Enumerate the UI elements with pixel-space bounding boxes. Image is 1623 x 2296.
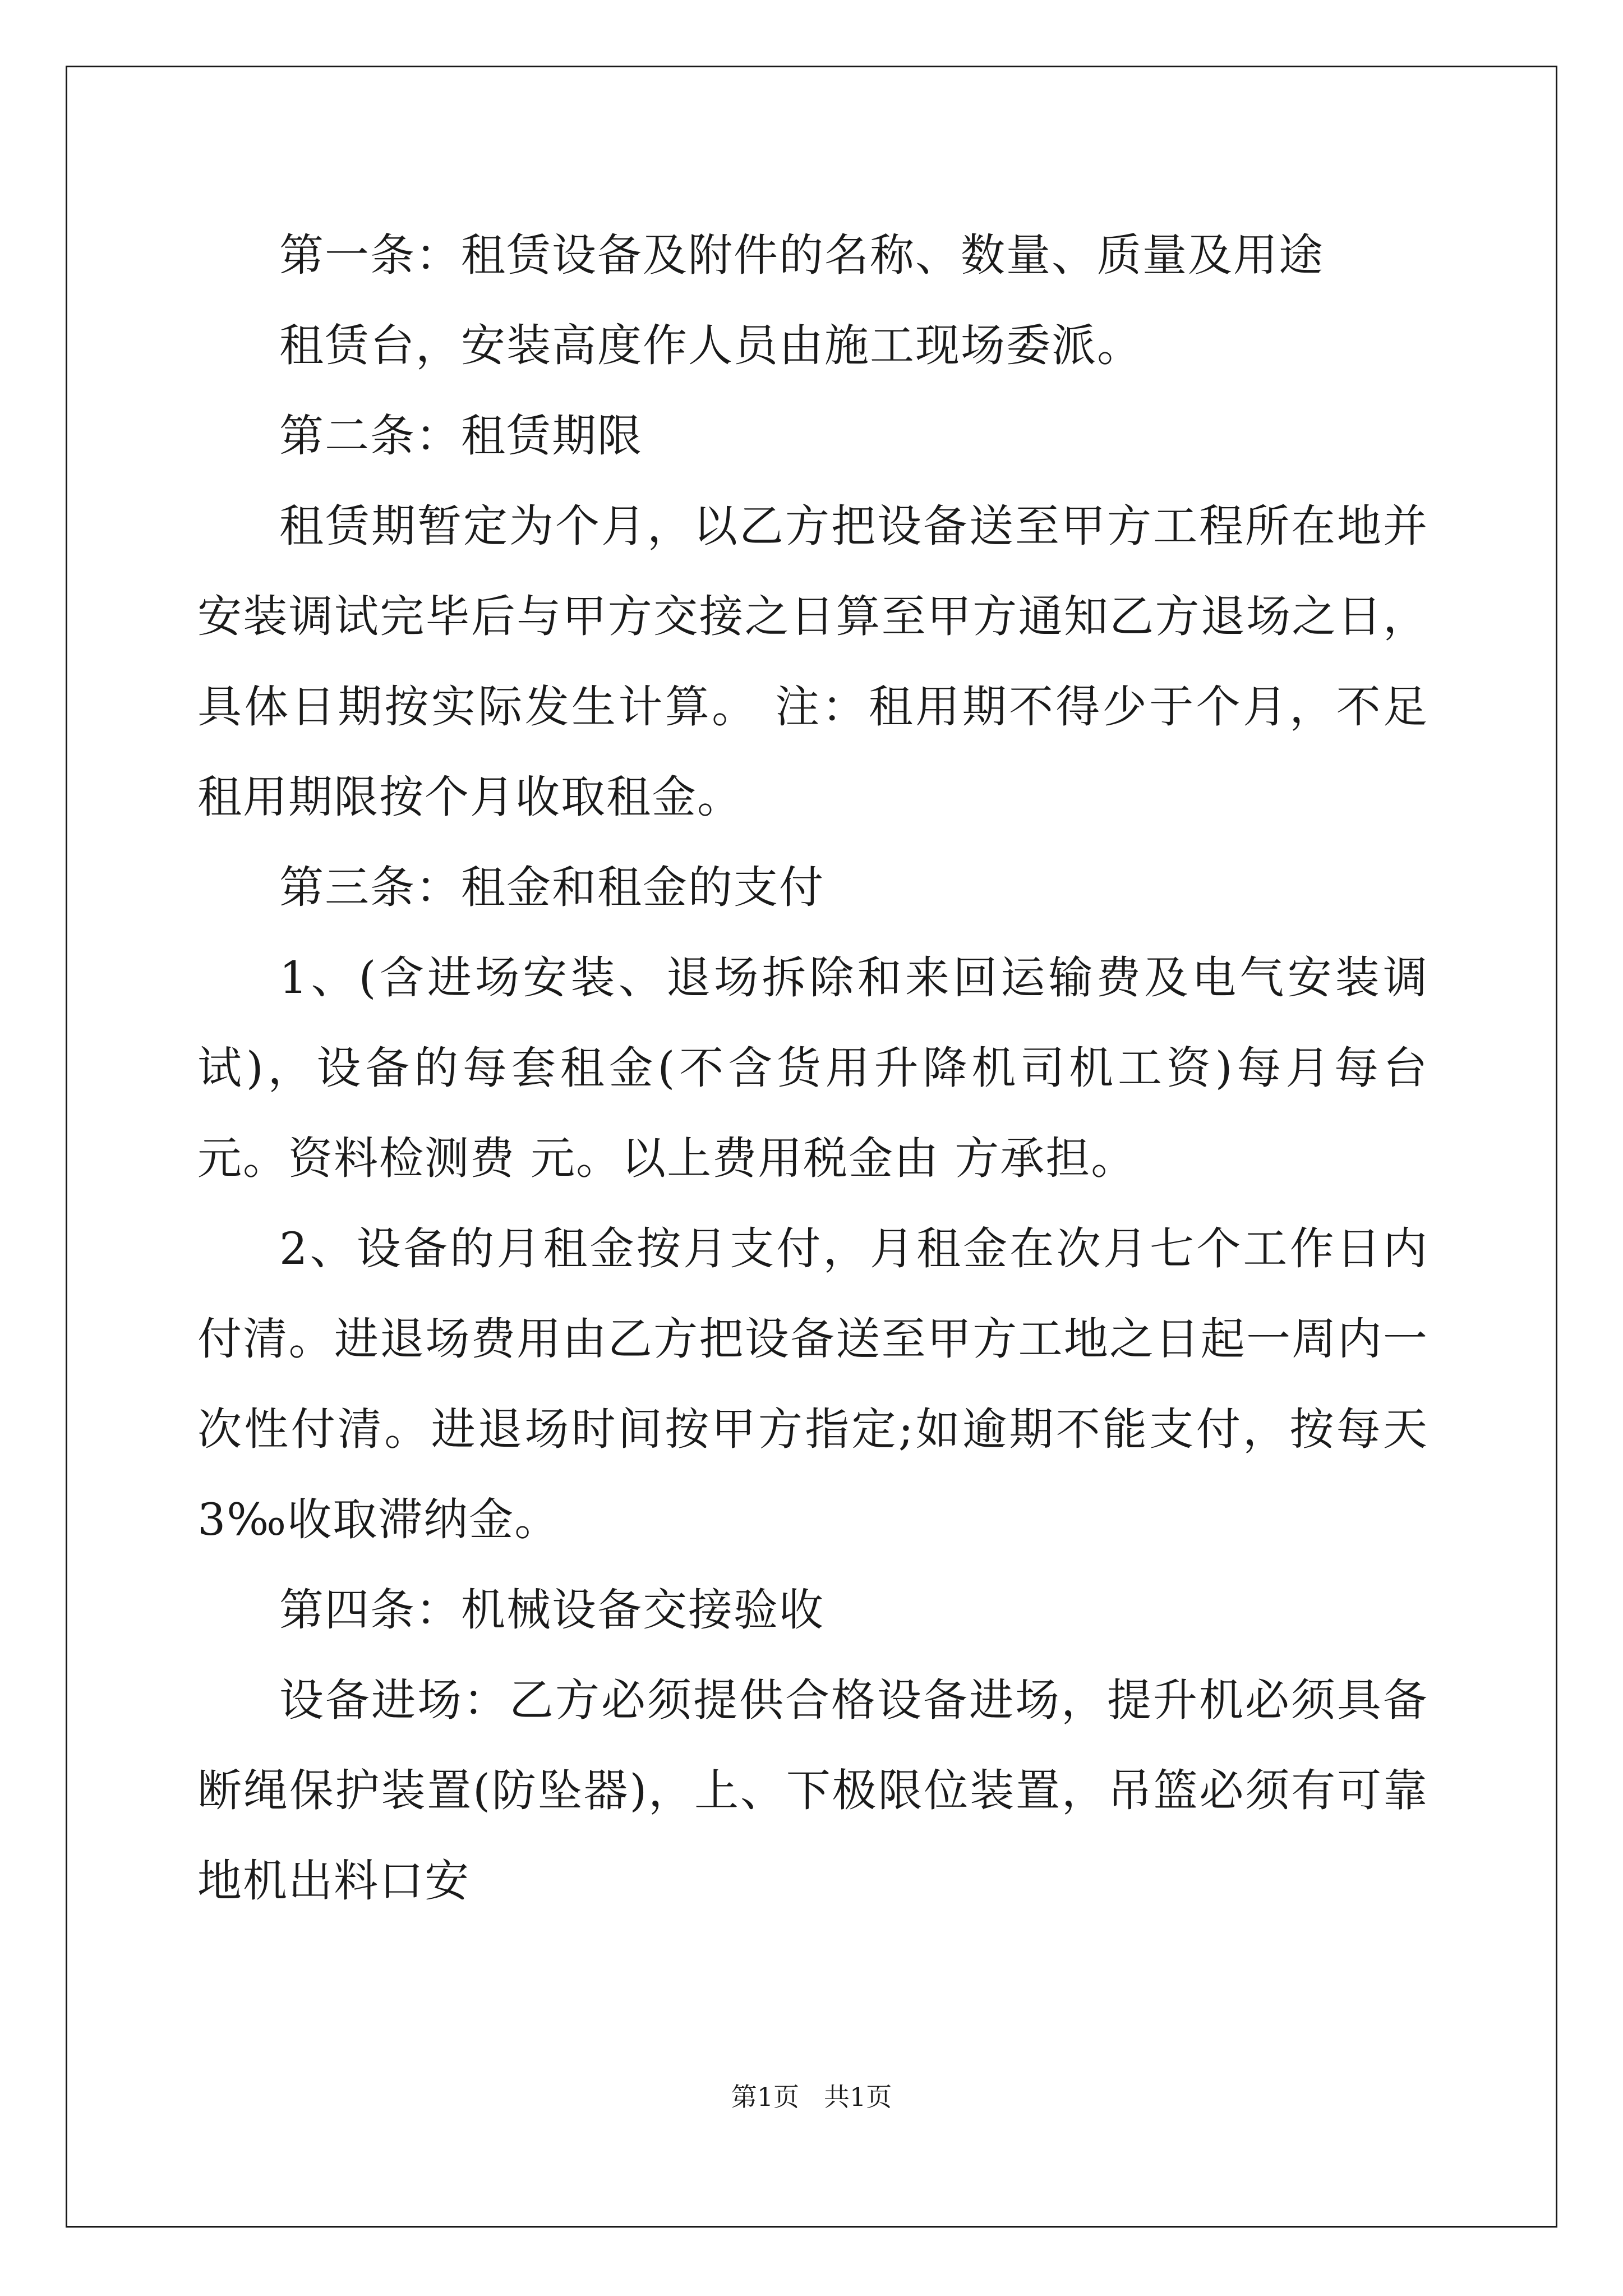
paragraph-article-1-title: 第一条：租赁设备及附件的名称、数量、质量及用途 bbox=[279, 229, 1324, 281]
page-total: 共1页 bbox=[823, 2082, 892, 2112]
paragraph-rental-quantity: 租赁台，安装高度作人员由施工现场委派。 bbox=[279, 320, 1142, 371]
paragraph-rent-item-1: 1、(含进场安装、退场拆除和来回运输费及电气安装调试)，设备的每套租金(不含货用升降机司机工资)每月每台 元。资料检测费 元。以上费用税金由 方承担。 bbox=[197, 952, 1428, 1184]
paragraph-article-3-title: 第三条：租金和租金的支付 bbox=[279, 862, 824, 913]
paragraph-article-2-title: 第二条：租赁期限 bbox=[279, 410, 643, 462]
document-body bbox=[197, 210, 1428, 1926]
page-number: 第1页 bbox=[731, 2082, 800, 2112]
paragraph-article-4-title: 第四条：机械设备交接验收 bbox=[279, 1584, 824, 1636]
paragraph-equipment-entry: 设备进场：乙方必须提供合格设备进场，提升机必须具备断绳保护装置(防坠器)，上、下极限位装置，吊篮必须有可靠地机出料口安 bbox=[197, 1674, 1428, 1907]
paragraph-rental-period: 租赁期暂定为个月，以乙方把设备送至甲方工程所在地并安装调试完毕后与甲方交接之日算至甲方通知乙方退场之日，具体日期按实际发生计算。 注：租用期不得少于个月，不足租用期限按个月收取租金。 bbox=[197, 500, 1428, 823]
page-footer bbox=[0, 2077, 1623, 2114]
paragraph-rent-item-2: 2、设备的月租金按月支付，月租金在次月七个工作日内付清。进退场费用由乙方把设备送至甲方工地之日起一周内一次性付清。进退场时间按甲方指定;如逾期不能支付，按每天3‰收取滞纳金。 bbox=[197, 1223, 1428, 1545]
